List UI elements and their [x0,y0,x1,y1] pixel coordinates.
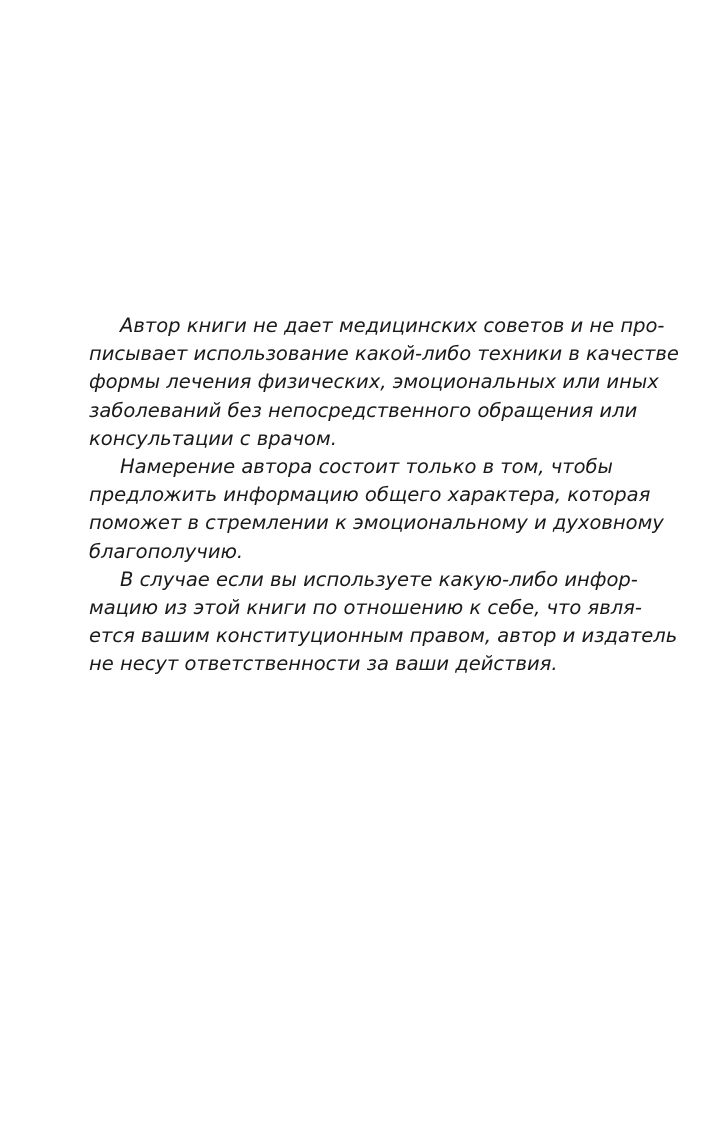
paragraph-line: писывает использование какой-либо техники в качестве [89,342,679,366]
paragraph-line: формы лечения физических, эмоциональных или иных [89,370,659,394]
paragraph-line: благополучию. [89,539,244,563]
paragraph-3 [89,566,678,679]
paragraph-line: Намерение автора состоит только в том, чтобы [120,455,613,479]
paragraph-line: Автор книги не дает медицинских советов и не про- [120,314,665,337]
paragraph-1 [89,312,679,453]
paragraph-line: заболеваний без непосредственного обращения или [89,398,638,422]
paragraph-line: В случае если вы используете какую-либо инфор- [120,567,638,591]
paragraph-line: ется вашим конституционным правом, автор и издатель [89,624,678,648]
paragraph-line: поможет в стремлении к эмоциональному и духовному [89,511,664,535]
paragraph-line: консультации с врачом. [89,426,337,450]
disclaimer-text [89,312,679,679]
paragraph-line: мацию из этой книги по отношению к себе, что явля- [89,596,642,620]
paragraph-line: предложить информацию общего характера, которая [89,483,651,507]
paragraph-2 [89,453,664,566]
paragraph-line: не несут ответственности за ваши действия. [89,652,558,676]
